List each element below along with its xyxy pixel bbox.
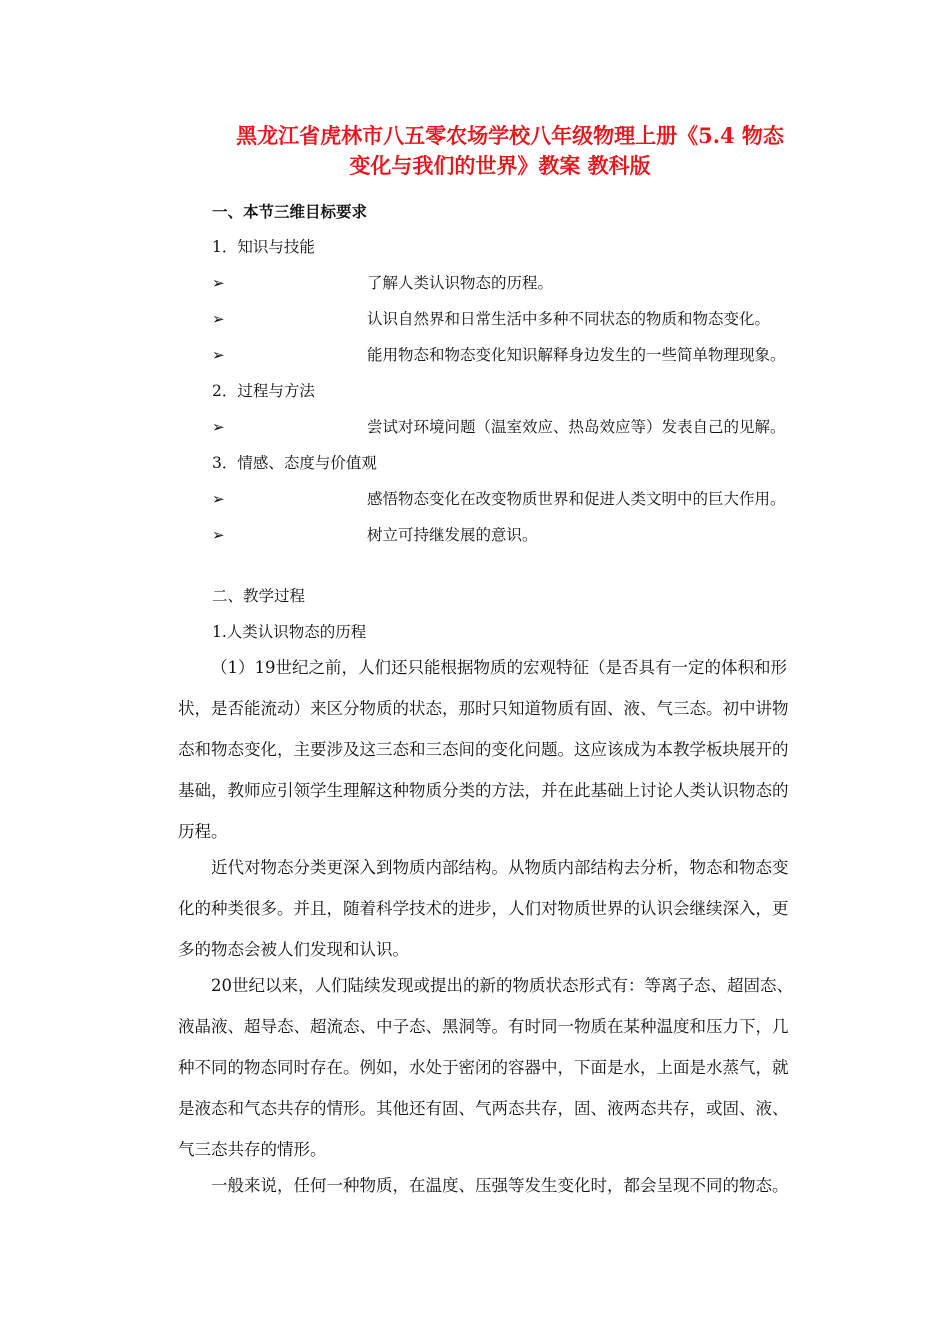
paragraph-line: 化的种类很多。并且，随着科学技术的进步，人们对物质世界的认识会继续深入，更 [178,899,789,918]
goal-item: 认识自然界和日常生活中多种不同状态的物质和物态变化。 [367,310,771,328]
paragraph-line: 历程。 [178,822,228,841]
bullet-arrow-icon: ➢ [212,346,225,364]
paragraph-line: 液晶液、超导态、超流态、中子态、黑洞等。有时同一物质在某种温度和压力下，几 [178,1017,789,1036]
paragraph-line: 气三态共存的情形。 [178,1140,327,1159]
bullet-arrow-icon: ➢ [212,310,225,328]
paragraph-line: 20世纪以来，人们陆续发现或提出的新的物质状态形式有：等离子态、超固态、 [211,976,793,995]
bullet-arrow-icon: ➢ [212,274,225,292]
goal-item: 了解人类认识物态的历程。 [367,274,554,292]
section-1-heading: 一、本节三维目标要求 [212,202,368,221]
paragraph-line: 是液态和气态共存的情形。其他还有固、气两态共存，固、液两态共存，或固、液、 [178,1099,789,1118]
document-title-line-1: 黑龙江省虎林市八五零农场学校八年级物理上册《5.4 物态 [236,123,784,148]
goal-item: 能用物态和物态变化知识解释身边发生的一些简单物理现象。 [367,346,786,364]
paragraph-line: 状，是否能流动）来区分物质的状态，那时只知道物质有固、液、气三态。初中讲物 [178,699,789,718]
paragraph-line: 近代对物态分类更深入到物质内部结构。从物质内部结构去分析，物态和物态变 [211,858,789,877]
goal-item: 尝试对环境问题（温室效应、热岛效应等）发表自己的见解。 [367,418,786,436]
paragraph-line: 种不同的物态同时存在。例如，水处于密闭的容器中，下面是水，上面是水蒸气，就 [178,1058,789,1077]
subheading-knowledge-skills: 1．知识与技能 [212,238,315,256]
paragraph-line: 多的物态会被人们发现和认识。 [178,940,409,959]
bullet-arrow-icon: ➢ [212,418,225,436]
paragraph-line: 态和物态变化，主要涉及这三态和三态间的变化问题。这应该成为本教学板块展开的 [178,740,789,759]
bullet-arrow-icon: ➢ [212,490,225,508]
section-2-heading: 二、教学过程 [212,587,306,605]
goal-item: 树立可持继发展的意识。 [367,526,538,544]
goal-item: 感悟物态变化在改变物质世界和促进人类文明中的巨大作用。 [367,490,786,508]
document-title-line-2: 变化与我们的世界》教案 教科版 [349,153,651,178]
subheading-history-of-states: 1.人类认识物态的历程 [212,623,367,641]
paragraph-line: 基础，教师应引领学生理解这种物质分类的方法，并在此基础上讨论人类认识物态的 [178,781,789,800]
paragraph-line: 一般来说，任何一种物质，在温度、压强等发生变化时，都会呈现不同的物态。 [211,1176,789,1195]
paragraph-line: （1）19世纪之前，人们还只能根据物质的宏观特征（是否具有一定的体积和形 [211,658,787,677]
bullet-arrow-icon: ➢ [212,526,225,544]
subheading-process-methods: 2．过程与方法 [212,382,315,400]
subheading-emotions-values: 3．情感、态度与价值观 [212,454,377,472]
